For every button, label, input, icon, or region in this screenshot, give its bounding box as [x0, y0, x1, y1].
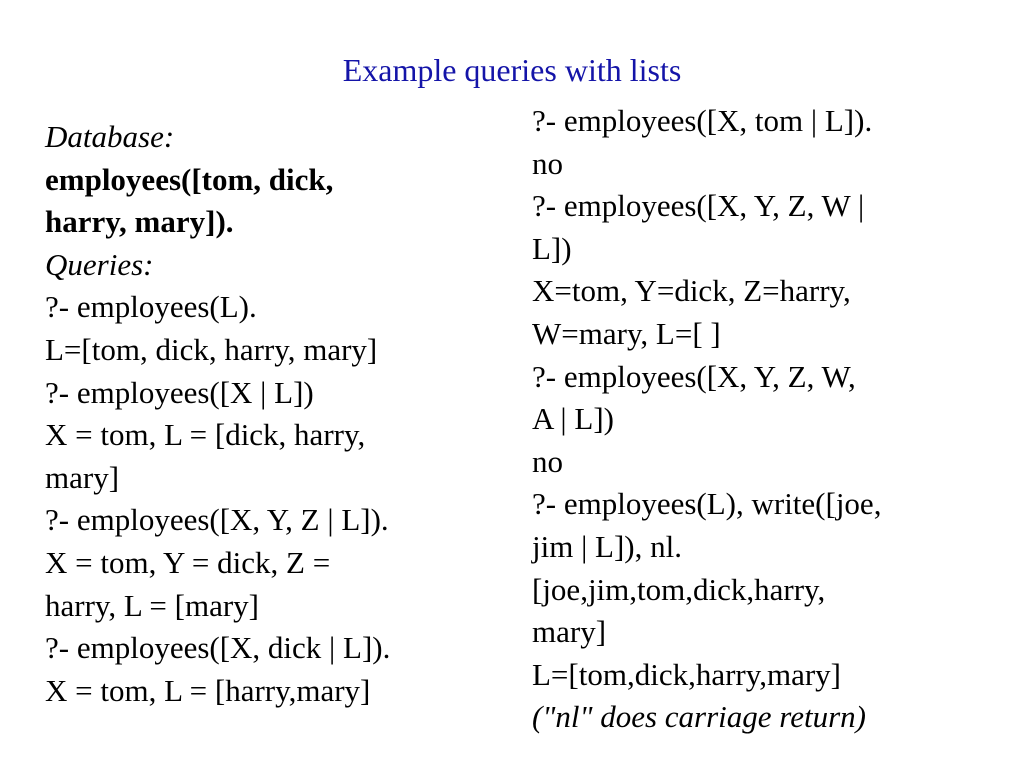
- note-line: ("nl" does carriage return): [532, 699, 866, 735]
- query-line: ?- employees([X, dick | L]).: [45, 630, 391, 666]
- result-line: X = tom, Y = dick, Z =: [45, 544, 331, 580]
- result-line: X = tom, L = [harry,mary]: [45, 672, 371, 708]
- result-line: X=tom, Y=dick, Z=harry,: [532, 273, 851, 309]
- result-line: L=[tom,dick,harry,mary]: [532, 656, 842, 692]
- result-line: no: [532, 443, 563, 479]
- result-line: L=[tom, dick, harry, mary]: [45, 331, 378, 367]
- left-column: [45, 116, 515, 712]
- query-line: ?- employees([X, Y, Z | L]).: [45, 502, 389, 538]
- result-line: X = tom, L = [dick, harry,: [45, 417, 366, 453]
- result-line: mary]: [532, 614, 607, 650]
- query-line: L]): [532, 230, 572, 266]
- database-label: Database:: [45, 119, 175, 154]
- result-line: W=mary, L=[ ]: [532, 315, 721, 351]
- queries-label: Queries:: [45, 246, 154, 282]
- database-fact-line: employees([tom, dick,: [45, 161, 334, 197]
- slide-title: Example queries with lists: [342, 52, 682, 88]
- query-line: ?- employees([X, Y, Z, W,: [532, 358, 856, 394]
- query-line: A | L]): [532, 401, 614, 437]
- query-line: jim | L]), nl.: [532, 528, 682, 564]
- query-line: ?- employees([X, Y, Z, W |: [532, 188, 865, 224]
- result-line: harry, L = [mary]: [45, 587, 260, 623]
- database-fact-line: harry, mary]).: [45, 204, 234, 240]
- query-line: ?- employees([X | L]): [45, 374, 314, 410]
- query-line: ?- employees(L), write([joe,: [532, 486, 882, 522]
- query-line: ?- employees(L).: [45, 289, 257, 325]
- result-line: mary]: [45, 459, 120, 495]
- query-line: ?- employees([X, tom | L]).: [532, 103, 873, 138]
- result-line: [joe,jim,tom,dick,harry,: [532, 571, 826, 607]
- right-column: [532, 100, 1002, 739]
- result-line: no: [532, 145, 563, 181]
